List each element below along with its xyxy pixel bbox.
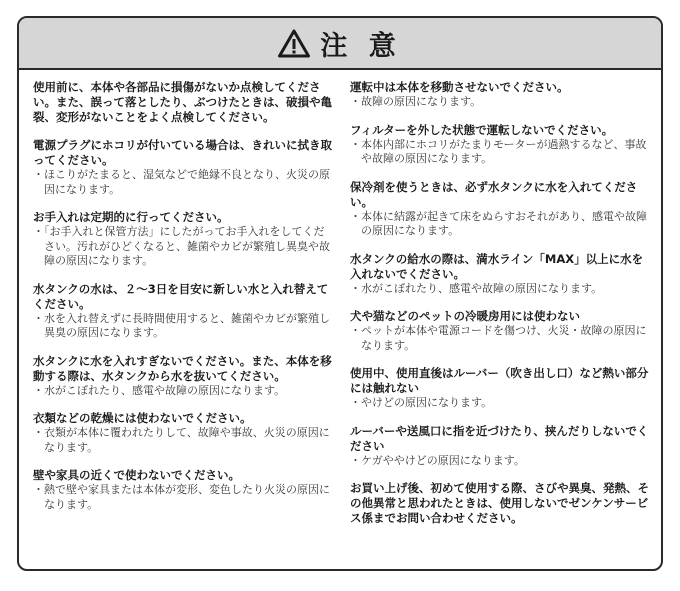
caution-item (350, 309, 649, 353)
caution-heading: お買い上げ後、初めて使用する際、さびや異臭、発熱、その他異常と思われたときは、使用しないでゼンケンサービス係までお問い合わせください。 (350, 481, 649, 525)
caution-item (350, 80, 649, 110)
left-column (33, 80, 332, 561)
caution-description: ・故障の原因になります。 (350, 95, 482, 108)
caution-description: ・水を入れ替えずに長時間使用すると、雑菌やカビが繁殖し異臭の原因になります。 (33, 311, 330, 339)
caution-heading: お手入れは定期的に行ってください。 (33, 210, 229, 224)
caution-heading: ルーバーや送風口に指を近づけたり、挟んだりしないでください (350, 423, 649, 453)
caution-description: ・本体に結露が起きて床をぬらすおそれがあり、感電や故障の原因になります。 (350, 209, 647, 237)
caution-heading: 保冷剤を使うときは、必ず水タンクに水を入れてください。 (350, 179, 638, 209)
caution-item (33, 282, 332, 341)
caution-heading: 壁や家具の近くで使わないでください。 (33, 468, 240, 482)
caution-item (350, 180, 649, 239)
caution-description: ・ほこりがたまると、湿気などで絶縁不良となり、火災の原因になります。 (33, 168, 330, 196)
warning-triangle-icon (278, 29, 310, 58)
caution-item (33, 354, 332, 399)
caution-description: ・熱で壁や家具または本体が変形、変色したり火災の原因になります。 (33, 483, 330, 511)
caution-description: ・本体内部にホコリがたまりモーターが過熱するなど、事故や故障の原因になります。 (350, 137, 647, 165)
caution-item (350, 424, 649, 469)
caution-description: ・やけどの原因になります。 (350, 396, 493, 409)
caution-heading: 水タンクの給水の際は、満水ライン「MAX」以上に水を入れないでください。 (350, 251, 644, 281)
caution-heading: 犬や猫などのペットの冷暖房用には使わない (350, 309, 580, 323)
caution-item (33, 411, 332, 455)
caution-item (33, 210, 332, 269)
caution-box (17, 16, 663, 571)
caution-title: 注 意 (320, 30, 402, 62)
caution-item (350, 366, 649, 411)
caution-description: ・衣類が本体に覆われたりして、故障や事故、火災の原因になります。 (33, 426, 330, 454)
caution-item (33, 138, 332, 197)
caution-description: ・水がこぼれたり、感電や故障の原因になります。 (350, 281, 603, 295)
caution-heading: 使用中、使用直後はルーバー（吹き出し口）など熱い部分には触れない (350, 366, 649, 395)
caution-item (33, 468, 332, 512)
caution-item (33, 80, 332, 125)
caution-description: ・ケガややけどの原因になります。 (350, 453, 525, 467)
caution-heading: 使用前に、本体や各部品に損傷がないか点検してください。また、誤って落としたり、ぶつけたときは、破損や亀裂、変形がないことをよく点検してください。 (33, 80, 332, 124)
caution-header (19, 18, 661, 70)
caution-item (350, 123, 649, 167)
caution-heading: 衣類などの乾燥には使わないでください。 (33, 411, 252, 425)
caution-description: ・ペットが本体や電源コードを傷つけ、火災・故障の原因になります。 (350, 324, 647, 352)
caution-item (350, 252, 649, 297)
caution-description: ・「お手入れと保管方法」にしたがってお手入れをしてください。汚れがひどくなると、雑菌やカビが繁殖し異臭や故障の原因になります。 (33, 225, 330, 267)
caution-heading: フィルターを外した状態で運転しないでください。 (350, 122, 614, 137)
right-column (350, 80, 649, 561)
caution-description: ・水がこぼれたり、感電や故障の原因になります。 (33, 383, 286, 397)
caution-heading: 運転中は本体を移動させないでください。 (350, 80, 569, 94)
caution-heading: 水タンクの水は、２～3日を目安に新しい水と入れ替えてください。 (33, 281, 329, 311)
caution-item (350, 481, 649, 526)
caution-heading: 水タンクに水を入れすぎないでください。また、本体を移動する際は、水タンクから水を抜いてください。 (33, 353, 332, 383)
caution-heading: 電源プラグにホコリが付いている場合は、きれいに拭き取ってください。 (33, 138, 332, 167)
caution-columns (33, 80, 649, 561)
